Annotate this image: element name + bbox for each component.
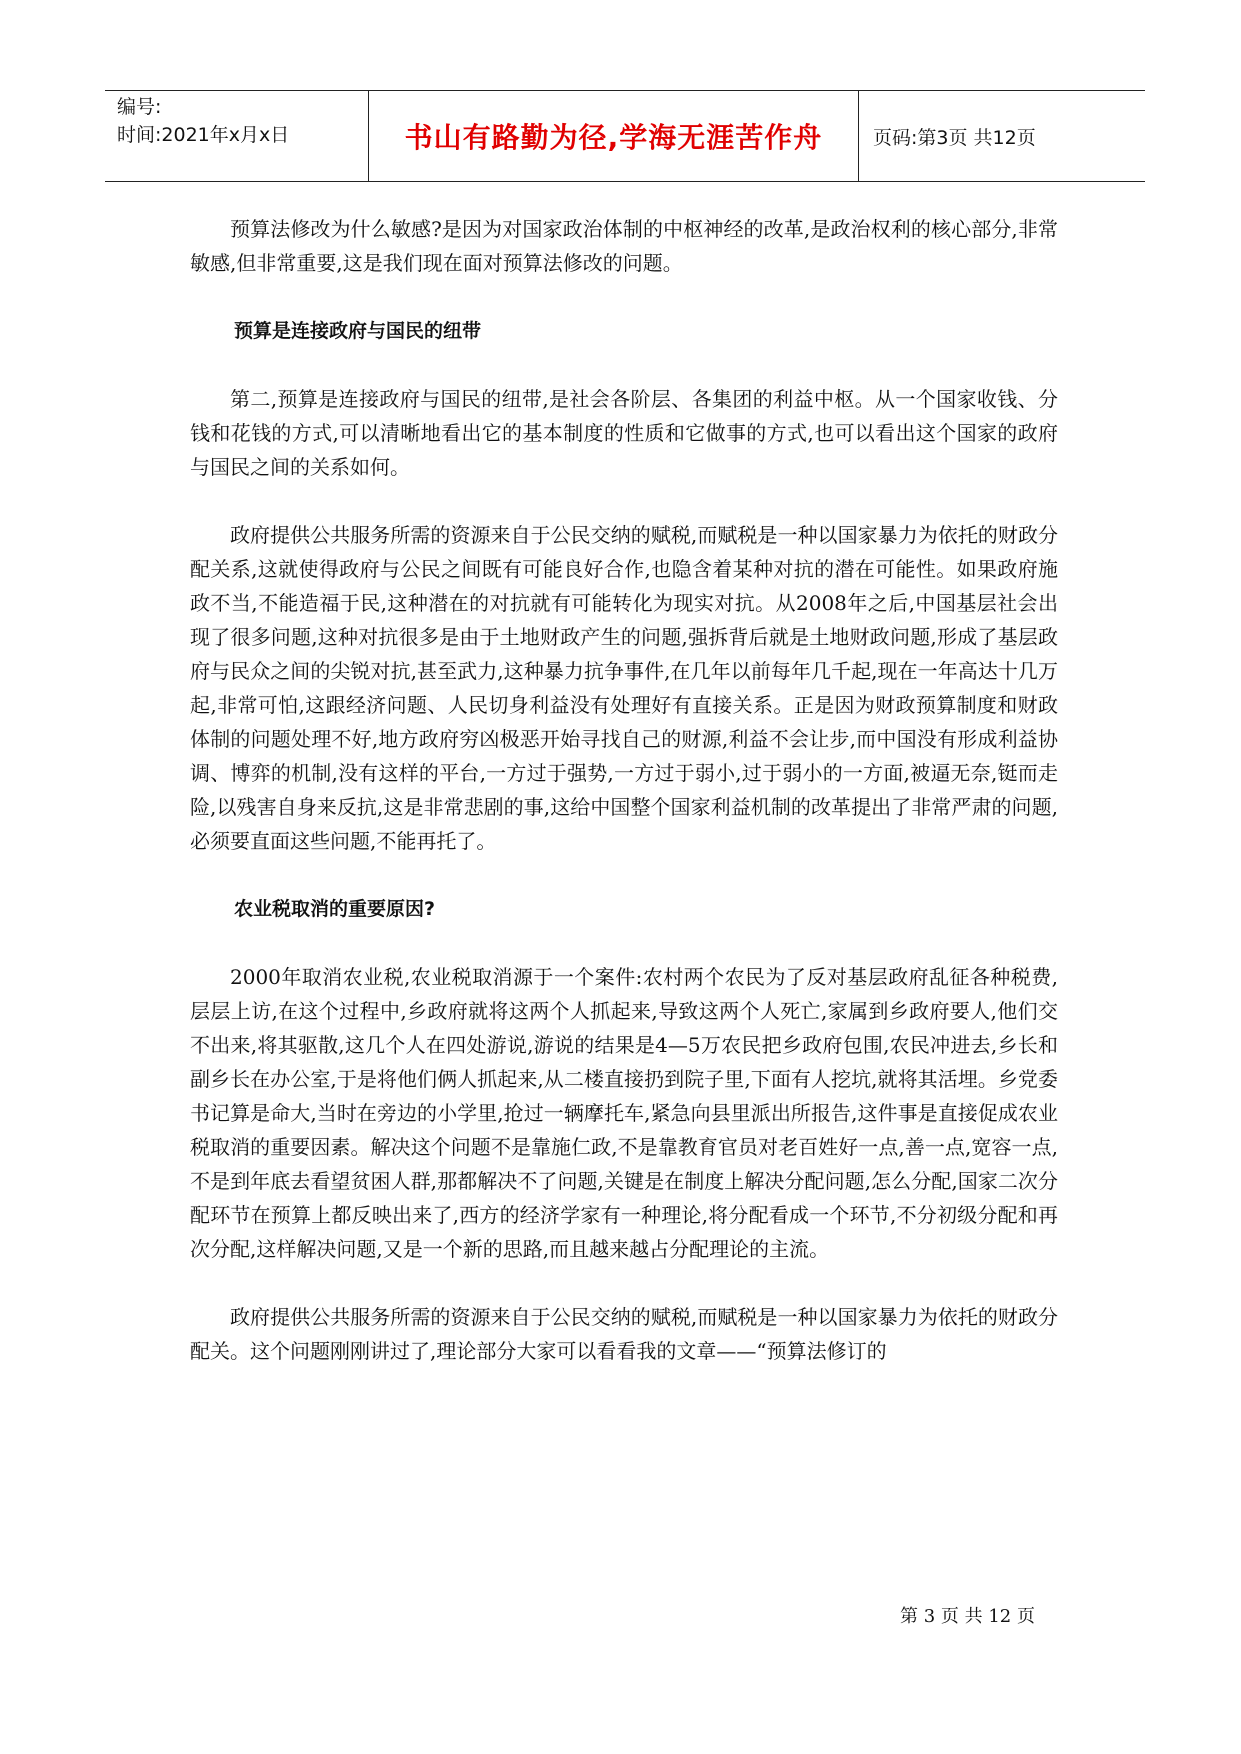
- section-heading-2: 农业税取消的重要原因?: [234, 898, 436, 920]
- header-page-info: 页码:第3页 共12页: [873, 126, 1036, 149]
- document-body: [190, 212, 1058, 1402]
- paragraph-5: 政府提供公共服务所需的资源来自于公民交纳的赋税,而赋税是一种以国家暴力为依托的财政分配关。这个问题刚刚讲过了,理论部分大家可以看看我的文章——“预算法修订的: [190, 1305, 1058, 1363]
- paragraph-2: 第二,预算是连接政府与国民的纽带,是社会各阶层、各集团的利益中枢。从一个国家收钱、分钱和花钱的方式,可以清晰地看出它的基本制度的性质和它做事的方式,也可以看出这个国家的政府与国民之间的关系如何。: [190, 387, 1058, 479]
- paragraph-3: 政府提供公共服务所需的资源来自于公民交纳的赋税,而赋税是一种以国家暴力为依托的财政分配关系,这就使得政府与公民之间既有可能良好合作,也隐含着某种对抗的潜在可能性。如果政府施政不当,不能造福于民,这种潜在的对抗就有可能转化为现实对抗。从2008年之后,中国基层社会出现了很多问题,这种对抗很多是由于土地财政产生的问题,强拆背后就是土地财政问题,形成了基层政府与民众之间的尖锐对抗,甚至武力,这种暴力抗争事件,在几年以前每年几千起,现在一年高达十几万起,非常可怕,这跟经济问题、人民切身利益没有处理好有直接关系。正是因为财政预算制度和财政体制的问题处理不好,地方政府穷凶极恶开始寻找自己的财源,利益不会让步,而中国没有形成利益协调、博弈的机制,没有这样的平台,一方过于强势,一方过于弱小,过于弱小的一方面,被逼无奈,铤而走险,以残害自身来反抗,这是非常悲剧的事,这给中国整个国家利益机制的改革提出了非常严肃的问题,必须要直面这些问题,不能再托了。: [190, 523, 1058, 853]
- page-footer: 第 3 页 共 12 页: [900, 1606, 1035, 1627]
- page-header: [105, 90, 1145, 182]
- header-meta: [105, 91, 369, 181]
- document-number-label: 编号:: [117, 96, 162, 118]
- document-time-label: 时间:2021年x月x日: [117, 124, 290, 146]
- paragraph-1: 预算法修改为什么敏感?是因为对国家政治体制的中枢神经的改革,是政治权利的核心部分,非常敏感,但非常重要,这是我们现在面对预算法修改的问题。: [190, 217, 1058, 275]
- header-motto: 书山有路勤为径,学海无涯苦作舟: [369, 91, 859, 181]
- section-heading-1: 预算是连接政府与国民的纽带: [234, 320, 482, 342]
- paragraph-4: 2000年取消农业税,农业税取消源于一个案件:农村两个农民为了反对基层政府乱征各种税费,层层上访,在这个过程中,乡政府就将这两个人抓起来,导致这两个人死亡,家属到乡政府要人,他们交不出来,将其驱散,这几个人在四处游说,游说的结果是4—5万农民把乡政府包围,农民冲进去,乡长和副乡长在办公室,于是将他们俩人抓起来,从二楼直接扔到院子里,下面有人挖坑,就将其活埋。乡党委书记算是命大,当时在旁边的小学里,抢过一辆摩托车,紧急向县里派出所报告,这件事是直接促成农业税取消的重要因素。解决这个问题不是靠施仁政,不是靠教育官员对老百姓好一点,善一点,宽容一点,不是到年底去看望贫困人群,那都解决不了问题,关键是在制度上解决分配问题,怎么分配,国家二次分配环节在预算上都反映出来了,西方的经济学家有一种理论,将分配看成一个环节,不分初级分配和再次分配,这样解决问题,又是一个新的思路,而且越来越占分配理论的主流。: [190, 965, 1058, 1261]
